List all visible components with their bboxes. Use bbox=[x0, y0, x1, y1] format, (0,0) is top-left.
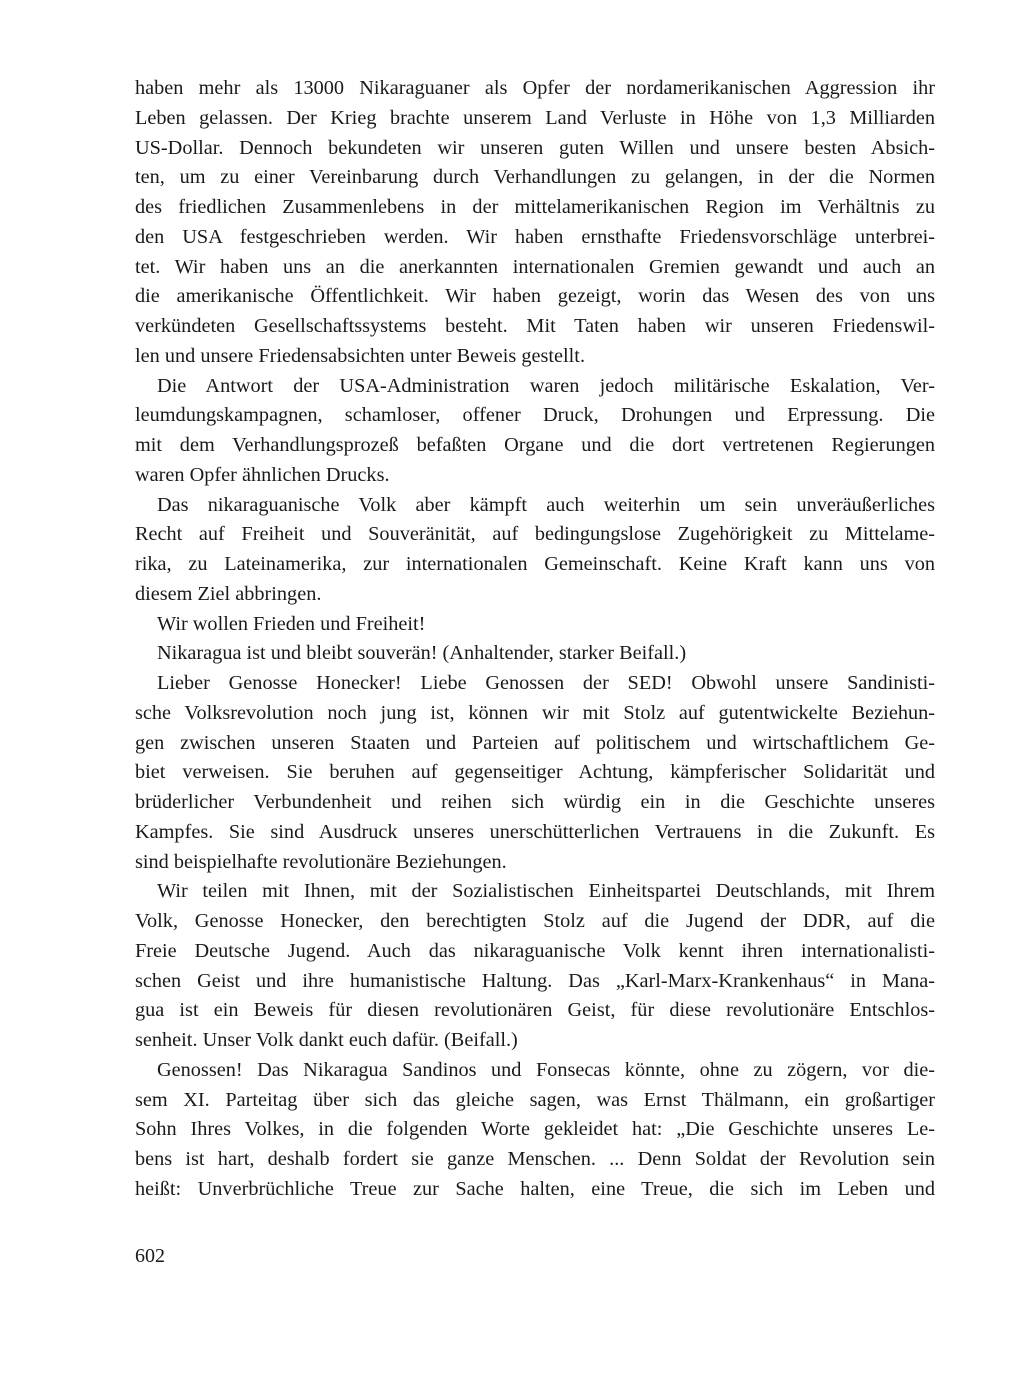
text-line: Sohn Ihres Volkes, in die folgenden Worte gekleidet hat: „Die Geschichte unseres Le- bbox=[135, 1118, 935, 1141]
text-line: waren Opfer ähnlichen Drucks. bbox=[135, 463, 390, 486]
text-line: Wir wollen Frieden und Freiheit! bbox=[157, 612, 426, 635]
text-line: diesem Ziel abbringen. bbox=[135, 582, 322, 605]
text-line: Recht auf Freiheit und Souveränität, auf bedingungslose Zugehörigkeit zu Mittelame- bbox=[135, 523, 935, 546]
text-line: Die Antwort der USA-Administration waren jedoch militärische Eskalation, Ver- bbox=[157, 374, 935, 397]
text-line: len und unsere Friedensabsichten unter Beweis gestellt. bbox=[135, 344, 586, 367]
text-line: ten, um zu einer Vereinbarung durch Verhandlungen zu gelangen, in der die Normen bbox=[135, 166, 935, 189]
text-line: sem XI. Parteitag über sich das gleiche sagen, was Ernst Thälmann, ein großartiger bbox=[135, 1088, 935, 1111]
text-line: leumdungskampagnen, schamloser, offener Druck, Drohungen und Erpressung. Die bbox=[135, 404, 935, 427]
text-line: den USA festgeschrieben werden. Wir haben ernsthafte Friedensvorschläge unterbrei- bbox=[135, 225, 935, 248]
text-line: die amerikanische Öffentlichkeit. Wir haben gezeigt, worin das Wesen des von uns bbox=[135, 285, 935, 308]
page-number: 602 bbox=[135, 1245, 165, 1267]
text-line: gen zwischen unseren Staaten und Parteien auf politischem und wirtschaftlichem Ge- bbox=[135, 731, 935, 754]
text-line: Lieber Genosse Honecker! Liebe Genossen der SED! Obwohl unsere Sandinisti- bbox=[157, 672, 935, 694]
text-line: heißt: Unverbrüchliche Treue zur Sache halten, eine Treue, die sich im Leben und bbox=[135, 1177, 935, 1200]
text-line: sind beispielhafte revolutionäre Beziehungen. bbox=[135, 850, 507, 873]
text-line: Freie Deutsche Jugend. Auch das nikaraguanische Volk kennt ihren internationalisti- bbox=[135, 939, 935, 962]
text-line: haben mehr als 13000 Nikaraguaner als Opfer der nordamerikanischen Aggression ihr bbox=[135, 77, 935, 99]
text-line: Volk, Genosse Honecker, den berechtigten Stolz auf die Jugend der DDR, auf die bbox=[135, 910, 935, 932]
text-line: Wir teilen mit Ihnen, mit der Sozialistischen Einheitspartei Deutschlands, mit Ihrem bbox=[157, 880, 935, 903]
text-line: Genossen! Das Nikaragua Sandinos und Fonsecas könnte, ohne zu zögern, vor die- bbox=[157, 1058, 935, 1081]
body-text bbox=[135, 74, 935, 1205]
text-line: mit dem Verhandlungsprozeß befaßten Organe und die dort vertretenen Regierungen bbox=[135, 434, 935, 456]
text-line: senheit. Unser Volk dankt euch dafür. (Beifall.) bbox=[135, 1029, 518, 1051]
text-line: bens ist hart, deshalb fordert sie ganze Menschen. ... Denn Soldat der Revolution sein bbox=[135, 1148, 935, 1170]
text-line: brüderlicher Verbundenheit und reihen sich würdig ein in die Geschichte unseres bbox=[135, 791, 935, 813]
text-line: gua ist ein Beweis für diesen revolutionären Geist, für diese revolutionäre Entschlos- bbox=[135, 999, 935, 1022]
text-line: Das nikaraguanische Volk aber kämpft auch weiterhin um sein unveräußerliches bbox=[157, 493, 935, 516]
text-line: Leben gelassen. Der Krieg brachte unserem Land Verluste in Höhe von 1,3 Milliarden bbox=[135, 106, 935, 129]
text-line: sche Volksrevolution noch jung ist, können wir mit Stolz auf gutentwickelte Beziehun- bbox=[135, 701, 935, 724]
text-line: Kampfes. Sie sind Ausdruck unseres unerschütterlichen Vertrauens in die Zukunft. Es bbox=[135, 820, 935, 843]
text-line: des friedlichen Zusammenlebens in der mittelamerikanischen Region im Verhältnis zu bbox=[135, 196, 935, 218]
text-line: rika, zu Lateinamerika, zur internationalen Gemeinschaft. Keine Kraft kann uns von bbox=[135, 553, 935, 575]
text-line: US-Dollar. Dennoch bekundeten wir unseren guten Willen und unsere besten Absich- bbox=[135, 136, 935, 159]
text-line: Nikaragua ist und bleibt souverän! (Anhaltender, starker Beifall.) bbox=[157, 642, 687, 665]
text-line: schen Geist und ihre humanistische Haltung. Das „Karl-Marx-Krankenhaus“ in Mana- bbox=[135, 969, 935, 992]
text-line: biet verweisen. Sie beruhen auf gegenseitiger Achtung, kämpferischer Solidarität und bbox=[135, 761, 935, 784]
text-line: verkündeten Gesellschaftssystems besteht. Mit Taten haben wir unseren Friedenswil- bbox=[135, 315, 935, 337]
text-line: tet. Wir haben uns an die anerkannten internationalen Gremien gewandt und auch an bbox=[135, 255, 935, 278]
